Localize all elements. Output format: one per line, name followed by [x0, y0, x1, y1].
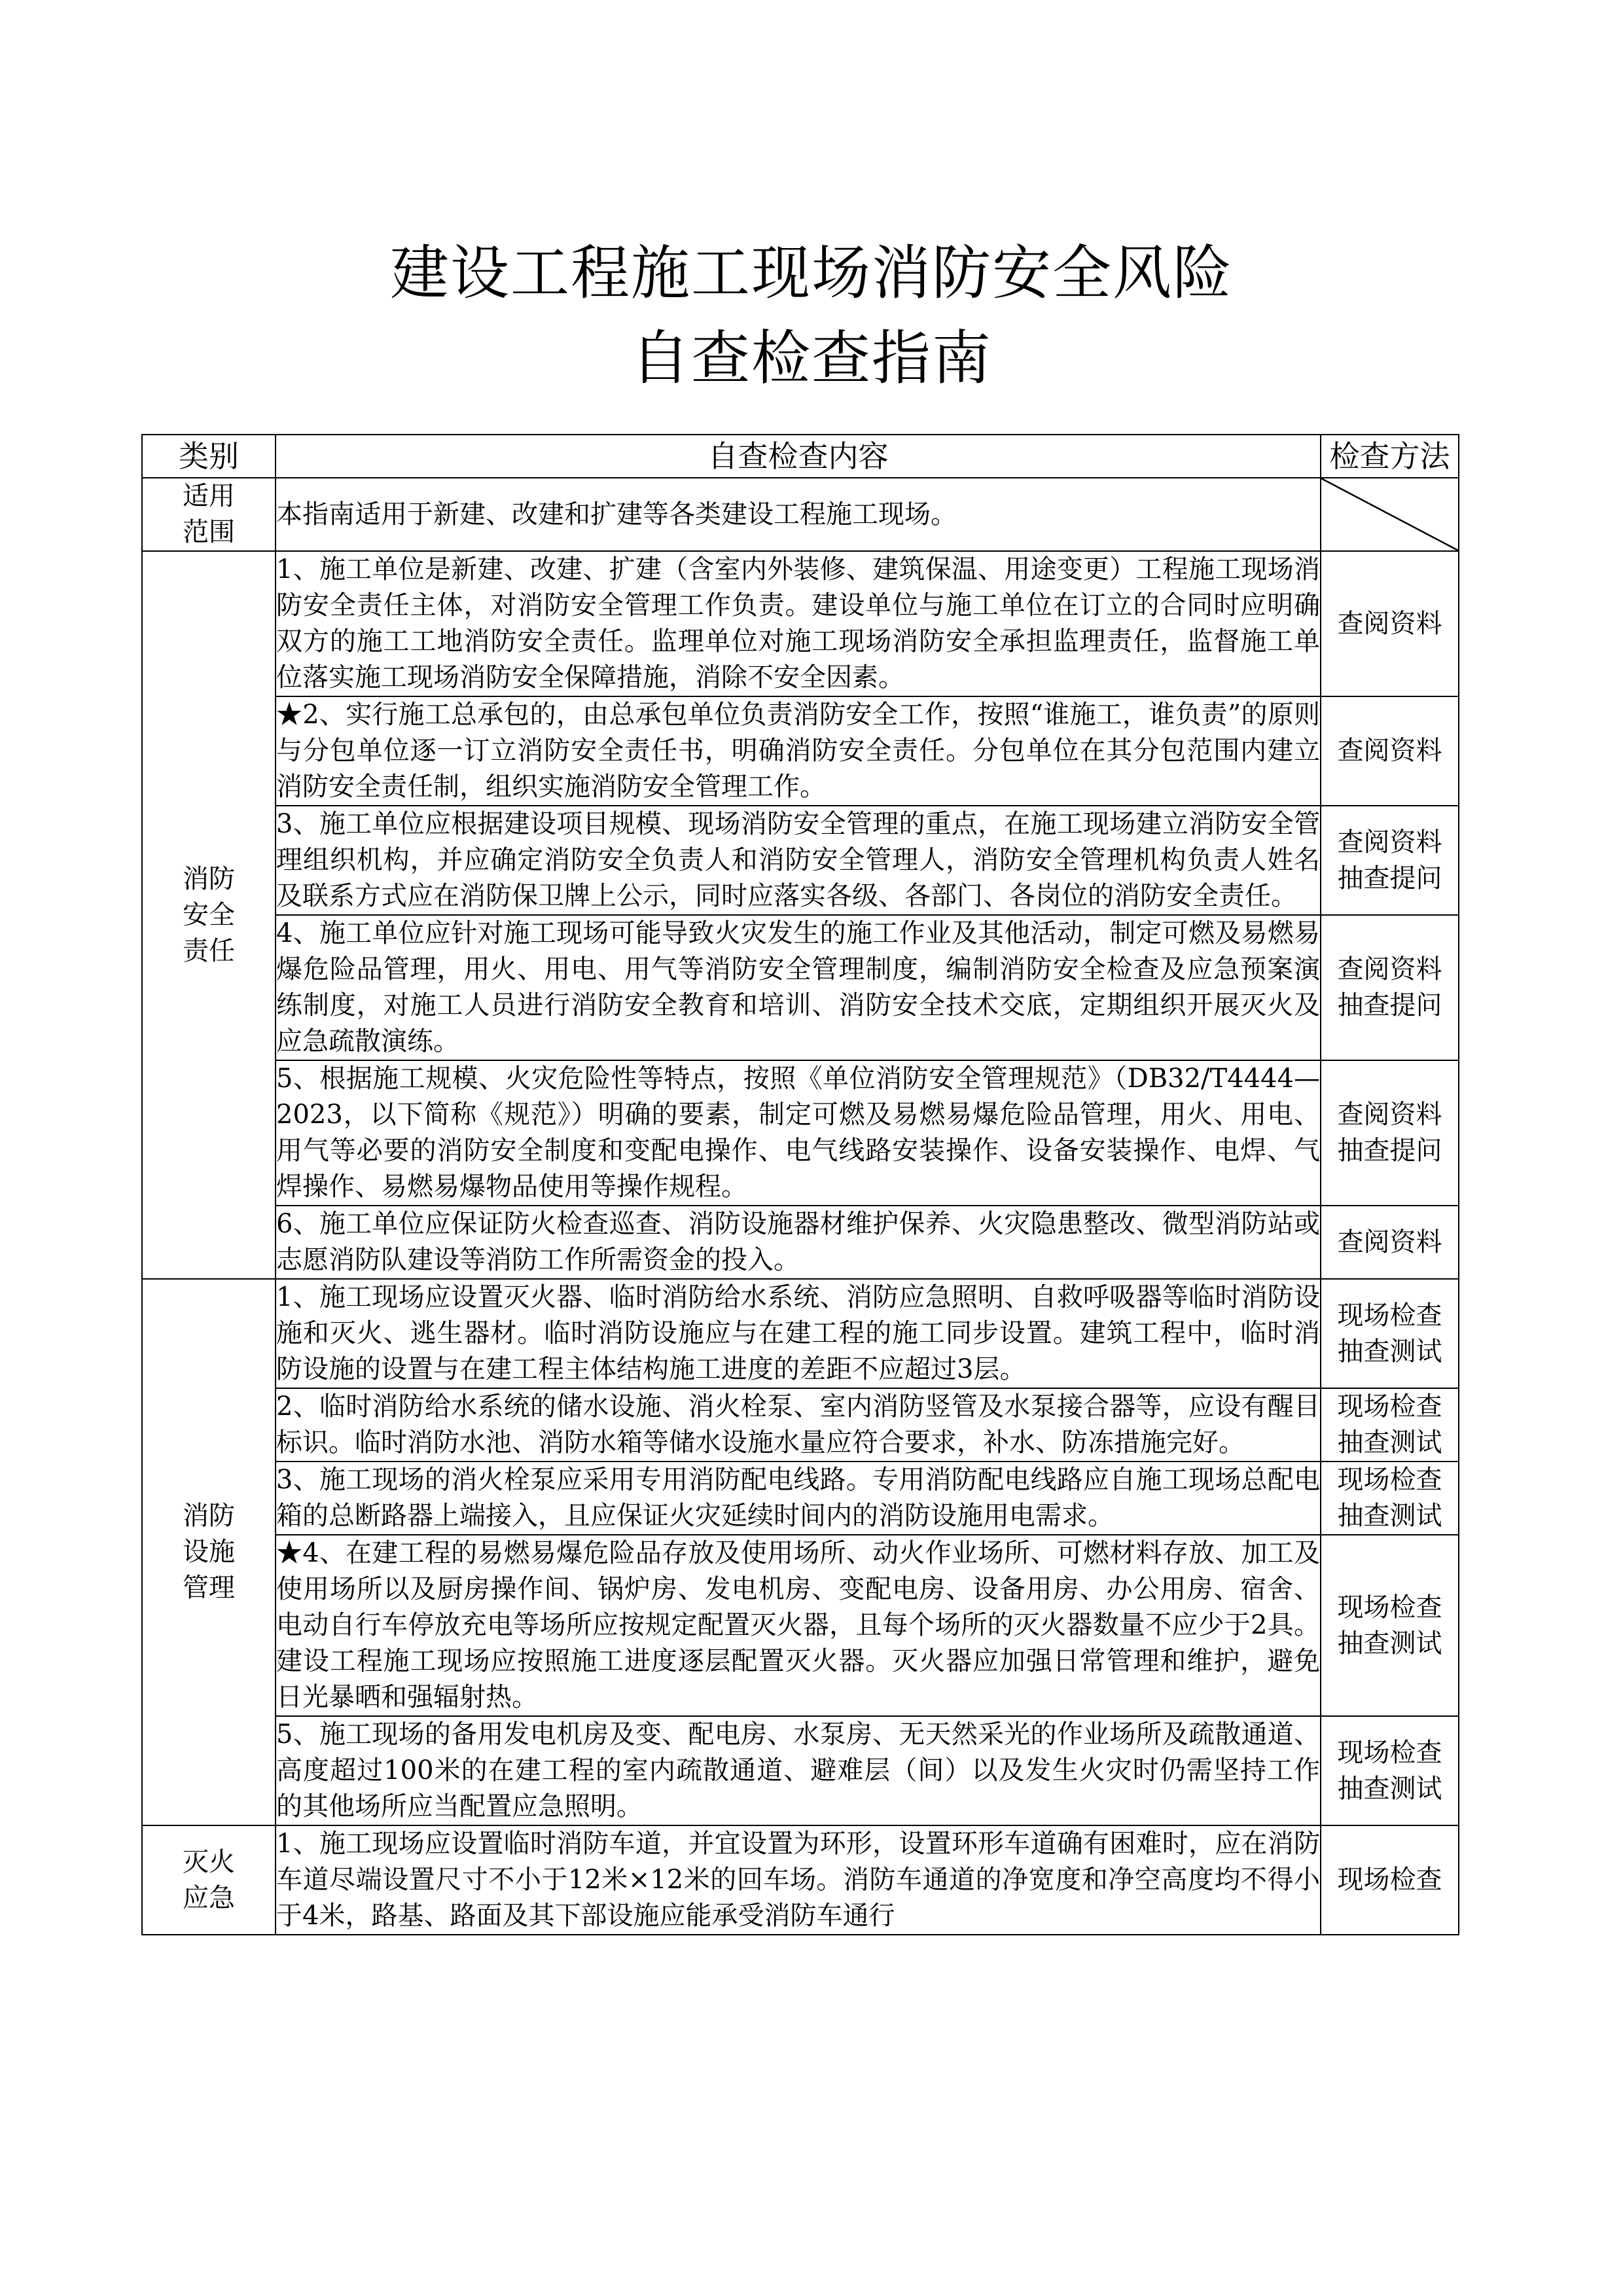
header-method: 检查方法: [1321, 435, 1459, 478]
table-row: [142, 1535, 1459, 1716]
table-row: [142, 1716, 1459, 1825]
responsibility-item-2: ★2、实行施工总承包的，由总承包单位负责消防安全工作，按照“谁施工，谁负责”的原则与分包单位逐一订立消防安全责任书，明确消防安全责任。分包单位在其分包范围内建立消防安全责任制，组织实施消防安全管理工作。: [276, 696, 1321, 806]
responsibility-method-4: 查阅资料 抽查提问: [1321, 915, 1459, 1060]
page-title-line-1: 建设工程施工现场消防安全风险: [390, 239, 1233, 308]
facility-item-5: 5、施工现场的备用发电机房及变、配电房、水泵房、无天然采光的作业场所及疏散通道、高度超过100米的在建工程的室内疏散通道、避难层（间）以及发生火灾时仍需坚持工作的其他场所应当配置应急照明。: [276, 1716, 1321, 1825]
page-title-line-2: 自查检查指南: [631, 324, 992, 393]
header-content: 自查检查内容: [276, 435, 1321, 478]
table-row: [142, 551, 1459, 696]
table-header-row: [142, 435, 1459, 478]
table-row: [142, 806, 1459, 915]
table-row: [142, 915, 1459, 1060]
facility-method-1: 现场检查 抽查测试: [1321, 1279, 1459, 1388]
scope-content: 本指南适用于新建、改建和扩建等各类建设工程施工现场。: [276, 478, 1321, 551]
table-row: [142, 1388, 1459, 1462]
category-fire-safety-responsibility: 消防 安全 责任: [142, 551, 276, 1279]
category-scope: 适用 范围: [142, 478, 276, 551]
facility-method-2: 现场检查 抽查测试: [1321, 1388, 1459, 1462]
table-row: [142, 1462, 1459, 1535]
table-row: [142, 478, 1459, 551]
scope-method-empty: [1321, 478, 1459, 551]
facility-method-5: 现场检查 抽查测试: [1321, 1716, 1459, 1825]
responsibility-method-2: 查阅资料: [1321, 696, 1459, 806]
table-row: [142, 1279, 1459, 1388]
table-row: [142, 696, 1459, 806]
table-row: [142, 1825, 1459, 1935]
responsibility-method-6: 查阅资料: [1321, 1206, 1459, 1279]
responsibility-method-1: 查阅资料: [1321, 551, 1459, 696]
responsibility-method-3: 查阅资料 抽查提问: [1321, 806, 1459, 915]
header-category: 类别: [142, 435, 276, 478]
emergency-item-1: 1、施工现场应设置临时消防车道，并宜设置为环形，设置环形车道确有困难时，应在消防车道尽端设置尺寸不小于12米×12米的回车场。消防车通道的净宽度和净空高度均不得小于4米，路基、路面及其下部设施应能承受消防车通行: [276, 1825, 1321, 1935]
responsibility-item-4: 4、施工单位应针对施工现场可能导致火灾发生的施工作业及其他活动，制定可燃及易燃易爆危险品管理，用火、用电、用气等消防安全管理制度，编制消防安全检查及应急预案演练制度，对施工人员进行消防安全教育和培训、消防安全技术交底，定期组织开展灭火及应急疏散演练。: [276, 915, 1321, 1060]
responsibility-item-3: 3、施工单位应根据建设项目规模、现场消防安全管理的重点，在施工现场建立消防安全管理组织机构，并应确定消防安全负责人和消防安全管理人，消防安全管理机构负责人姓名及联系方式应在消防保卫牌上公示，同时应落实各级、各部门、各岗位的消防安全责任。: [276, 806, 1321, 915]
emergency-method-1: 现场检查: [1321, 1825, 1459, 1935]
facility-item-1: 1、施工现场应设置灭火器、临时消防给水系统、消防应急照明、自救呼吸器等临时消防设施和灭火、逃生器材。临时消防设施应与在建工程的施工同步设置。建筑工程中，临时消防设施的设置与在建工程主体结构施工进度的差距不应超过3层。: [276, 1279, 1321, 1388]
responsibility-item-6: 6、施工单位应保证防火检查巡查、消防设施器材维护保养、火灾隐患整改、微型消防站或志愿消防队建设等消防工作所需资金的投入。: [276, 1206, 1321, 1279]
category-fire-facility-management: 消防 设施 管理: [142, 1279, 276, 1825]
table-row: [142, 1206, 1459, 1279]
facility-item-4: ★4、在建工程的易燃易爆危险品存放及使用场所、动火作业场所、可燃材料存放、加工及使用场所以及厨房操作间、锅炉房、发电机房、变配电房、设备用房、办公用房、宿舍、电动自行车停放充电等场所应按规定配置灭火器，且每个场所的灭火器数量不应少于2具。建设工程施工现场应按照施工进度逐层配置灭火器。灭火器应加强日常管理和维护，避免日光暴晒和强辐射热。: [276, 1535, 1321, 1716]
facility-method-3: 现场检查 抽查测试: [1321, 1462, 1459, 1535]
responsibility-item-1: 1、施工单位是新建、改建、扩建（含室内外装修、建筑保温、用途变更）工程施工现场消防安全责任主体，对消防安全管理工作负责。建设单位与施工单位在订立的合同时应明确双方的施工工地消防安全责任。监理单位对施工现场消防安全承担监理责任，监督施工单位落实施工现场消防安全保障措施，消除不安全因素。: [276, 551, 1321, 696]
category-fire-emergency: 灭火 应急: [142, 1825, 276, 1935]
responsibility-item-5: 5、根据施工规模、火灾危险性等特点，按照《单位消防安全管理规范》（DB32/T4444—2023，以下简称《规范》）明确的要素，制定可燃及易燃易爆危险品管理，用火、用电、用气等必要的消防安全制度和变配电操作、电气线路安装操作、设备安装操作、电焊、气焊操作、易燃易爆物品使用等操作规程。: [276, 1060, 1321, 1206]
facility-method-4: 现场检查 抽查测试: [1321, 1535, 1459, 1716]
responsibility-method-5: 查阅资料 抽查提问: [1321, 1060, 1459, 1206]
facility-item-3: 3、施工现场的消火栓泵应采用专用消防配电线路。专用消防配电线路应自施工现场总配电箱的总断路器上端接入，且应保证火灾延续时间内的消防设施用电需求。: [276, 1462, 1321, 1535]
facility-item-2: 2、临时消防给水系统的储水设施、消火栓泵、室内消防竖管及水泵接合器等，应设有醒目标识。临时消防水池、消防水箱等储水设施水量应符合要求，补水、防冻措施完好。: [276, 1388, 1321, 1462]
inspection-guide-table: [141, 434, 1459, 1935]
table-row: [142, 1060, 1459, 1206]
